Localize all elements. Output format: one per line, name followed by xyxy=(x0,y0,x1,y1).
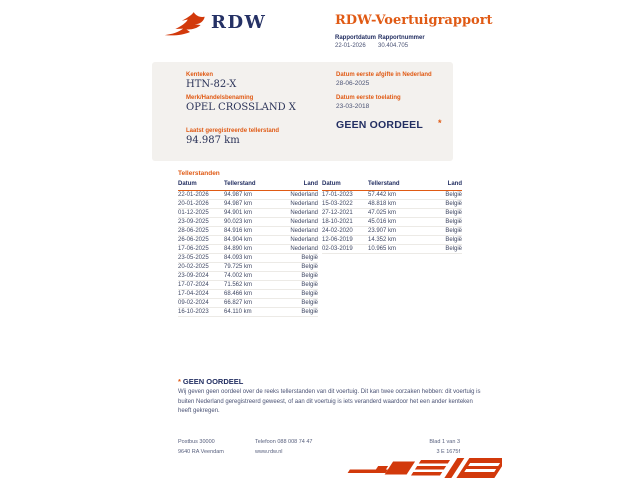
footer-address-line1: Postbus 30000 xyxy=(178,439,215,445)
table-cell-tellerstand: 71.562 km xyxy=(224,282,253,288)
table-cell-datum: 17-06-2025 xyxy=(178,246,209,252)
table-row xyxy=(178,245,318,254)
footer-page-number: Blad 1 van 3 xyxy=(429,439,460,445)
brand-label: Merk/Handelsbenaming xyxy=(186,95,254,101)
table-header-row xyxy=(178,181,318,191)
verdict-note-body: Wij geven geen oordeel over de reeks tellerstanden van dit voertuig. Dit kan twee oorzaken hebben: dit voertuig is buiten Nederland geregistreerd geweest, of aan dit voertuig is iets veranderd waardoor het een ander kenteken heeft gekregen. xyxy=(178,389,481,415)
odometer-table-right xyxy=(322,181,462,254)
verdict-asterisk: * xyxy=(438,118,442,128)
table-cell-datum: 12-06-2019 xyxy=(322,237,353,243)
table-cell-datum: 17-07-2024 xyxy=(178,282,209,288)
table-cell-datum: 17-04-2024 xyxy=(178,291,209,297)
table-cell-tellerstand: 14.352 km xyxy=(368,237,397,243)
table-cell-land: België xyxy=(301,255,318,261)
table-cell-tellerstand: 10.965 km xyxy=(368,246,397,252)
table-cell-land: België xyxy=(445,246,462,252)
table-cell-land: Nederland xyxy=(290,210,318,216)
license-plate-label: Kenteken xyxy=(186,72,214,78)
verdict-note-heading xyxy=(178,377,243,386)
table-cell-land: België xyxy=(301,291,318,297)
table-cell-land: België xyxy=(445,201,462,207)
table-row xyxy=(178,236,318,245)
column-header-land: Land xyxy=(303,181,318,187)
table-row xyxy=(322,200,462,209)
table-row xyxy=(178,290,318,299)
report-number-value: 30.404.705 xyxy=(378,43,409,49)
table-cell-datum: 15-03-2022 xyxy=(322,201,353,207)
table-cell-land: België xyxy=(445,237,462,243)
table-cell-datum: 16-10-2023 xyxy=(178,309,209,315)
table-cell-tellerstand: 84.916 km xyxy=(224,228,253,234)
table-cell-datum: 20-01-2026 xyxy=(178,201,209,207)
table-cell-tellerstand: 57.442 km xyxy=(368,192,397,198)
table-cell-datum: 01-12-2025 xyxy=(178,210,209,216)
footer-phone: Telefoon 088 008 74 47 xyxy=(255,439,313,445)
odometer-table-title: Tellerstanden xyxy=(178,170,220,177)
table-cell-datum: 26-06-2025 xyxy=(178,237,209,243)
column-header-land: Land xyxy=(447,181,462,187)
table-cell-tellerstand: 84.890 km xyxy=(224,246,253,252)
table-row xyxy=(322,191,462,200)
first-admission-label: Datum eerste toelating xyxy=(336,95,401,101)
first-admission-block xyxy=(336,95,401,110)
column-header-datum: Datum xyxy=(178,181,197,187)
verdict-note-title: GEEN OORDEEL xyxy=(182,377,244,386)
first-issue-block xyxy=(336,72,432,87)
table-cell-land: Nederland xyxy=(290,228,318,234)
table-cell-datum: 09-02-2024 xyxy=(178,300,209,306)
table-row xyxy=(178,254,318,263)
table-cell-datum: 27-12-2021 xyxy=(322,210,353,216)
table-cell-tellerstand: 84.093 km xyxy=(224,255,253,261)
footer-address xyxy=(178,438,224,458)
table-row xyxy=(322,245,462,254)
table-cell-tellerstand: 64.110 km xyxy=(224,309,252,315)
table-row xyxy=(322,227,462,236)
table-cell-datum: 02-03-2019 xyxy=(322,246,353,252)
table-cell-datum: 18-10-2021 xyxy=(322,219,353,225)
table-row xyxy=(178,272,318,281)
table-row xyxy=(178,191,318,200)
vehicle-summary-card xyxy=(152,62,453,161)
table-cell-land: België xyxy=(301,264,318,270)
table-cell-land: Nederland xyxy=(290,219,318,225)
brand-block xyxy=(186,95,296,113)
footer-website: www.rdw.nl xyxy=(255,448,283,455)
table-cell-land: België xyxy=(301,309,318,315)
table-cell-tellerstand: 94.987 km xyxy=(224,201,253,207)
table-cell-datum: 24-02-2020 xyxy=(322,228,353,234)
table-body xyxy=(322,191,462,254)
table-body xyxy=(178,191,318,317)
table-cell-datum: 17-01-2023 xyxy=(322,192,353,198)
table-cell-tellerstand: 94.987 km xyxy=(224,192,253,198)
license-plate-value: HTN-82-X xyxy=(186,79,237,90)
verdict-badge: GEEN OORDEEL xyxy=(336,119,423,131)
table-cell-land: België xyxy=(301,273,318,279)
table-cell-tellerstand: 47.025 km xyxy=(368,210,397,216)
table-cell-datum: 28-06-2025 xyxy=(178,228,209,234)
report-number-label: Rapportnummer xyxy=(378,35,425,41)
table-cell-land: Nederland xyxy=(290,201,318,207)
brand-value: OPEL CROSSLAND X xyxy=(186,102,296,113)
rdw-wordmark: RDW xyxy=(211,12,267,33)
report-date-block xyxy=(335,35,376,49)
table-cell-land: België xyxy=(445,219,462,225)
table-cell-land: Nederland xyxy=(290,237,318,243)
report-number-block xyxy=(378,35,425,49)
verdict-note-asterisk: * xyxy=(178,377,181,386)
table-row xyxy=(178,218,318,227)
table-cell-land: België xyxy=(301,282,318,288)
table-cell-tellerstand: 45.016 km xyxy=(368,219,397,225)
footer-address-line2: 9640 RA Veendam xyxy=(178,448,224,455)
footer-form-code: 3 E 1675f xyxy=(436,448,460,455)
table-cell-land: Nederland xyxy=(290,192,318,198)
table-row xyxy=(178,200,318,209)
odometer-table-left xyxy=(178,181,318,317)
table-cell-datum: 23-09-2025 xyxy=(178,219,209,225)
table-row xyxy=(178,308,318,317)
table-row xyxy=(322,218,462,227)
table-row xyxy=(322,236,462,245)
table-header-row xyxy=(322,181,462,191)
first-issue-value: 28-06-2025 xyxy=(336,80,370,87)
table-cell-tellerstand: 66.827 km xyxy=(224,300,253,306)
table-cell-land: België xyxy=(445,192,462,198)
table-row xyxy=(178,209,318,218)
table-cell-land: België xyxy=(301,300,318,306)
rdw-bird-logo-icon xyxy=(163,11,207,39)
table-cell-tellerstand: 79.725 km xyxy=(224,264,253,270)
license-plate-block xyxy=(186,72,236,90)
column-header-tellerstand: Tellerstand xyxy=(368,181,400,187)
last-odometer-value: 94.987 km xyxy=(186,135,240,146)
table-cell-tellerstand: 74.002 km xyxy=(224,273,253,279)
footer-contact xyxy=(255,438,313,458)
first-issue-label: Datum eerste afgifte in Nederland xyxy=(336,72,432,78)
first-admission-value: 23-03-2018 xyxy=(336,103,370,110)
page-title: RDW-Voertuigrapport xyxy=(335,13,493,28)
last-odometer-label: Laatst geregistreerde tellerstand xyxy=(186,128,280,134)
table-row xyxy=(178,299,318,308)
table-cell-land: België xyxy=(445,228,462,234)
footer-page-info xyxy=(380,438,460,458)
table-cell-tellerstand: 90.023 km xyxy=(224,219,253,225)
table-cell-datum: 22-01-2026 xyxy=(178,192,209,198)
table-cell-datum: 20-02-2025 xyxy=(178,264,209,270)
column-header-tellerstand: Tellerstand xyxy=(224,181,256,187)
table-row xyxy=(178,227,318,236)
last-odometer-block xyxy=(186,128,279,146)
table-cell-tellerstand: 84.904 km xyxy=(224,237,253,243)
table-cell-tellerstand: 68.466 km xyxy=(224,291,253,297)
table-row xyxy=(178,281,318,290)
table-cell-land: België xyxy=(445,210,462,216)
table-cell-tellerstand: 48.818 km xyxy=(368,201,397,207)
report-date-value: 22-01-2026 xyxy=(335,43,366,49)
rdw-speed-lines-graphic xyxy=(347,457,502,479)
table-cell-datum: 23-09-2024 xyxy=(178,273,209,279)
table-row xyxy=(178,263,318,272)
report-date-label: Rapportdatum xyxy=(335,35,376,41)
table-cell-tellerstand: 94.901 km xyxy=(224,210,253,216)
table-cell-datum: 23-05-2025 xyxy=(178,255,209,261)
column-header-datum: Datum xyxy=(322,181,341,187)
table-cell-land: Nederland xyxy=(290,246,318,252)
table-cell-tellerstand: 23.907 km xyxy=(368,228,397,234)
table-row xyxy=(322,209,462,218)
